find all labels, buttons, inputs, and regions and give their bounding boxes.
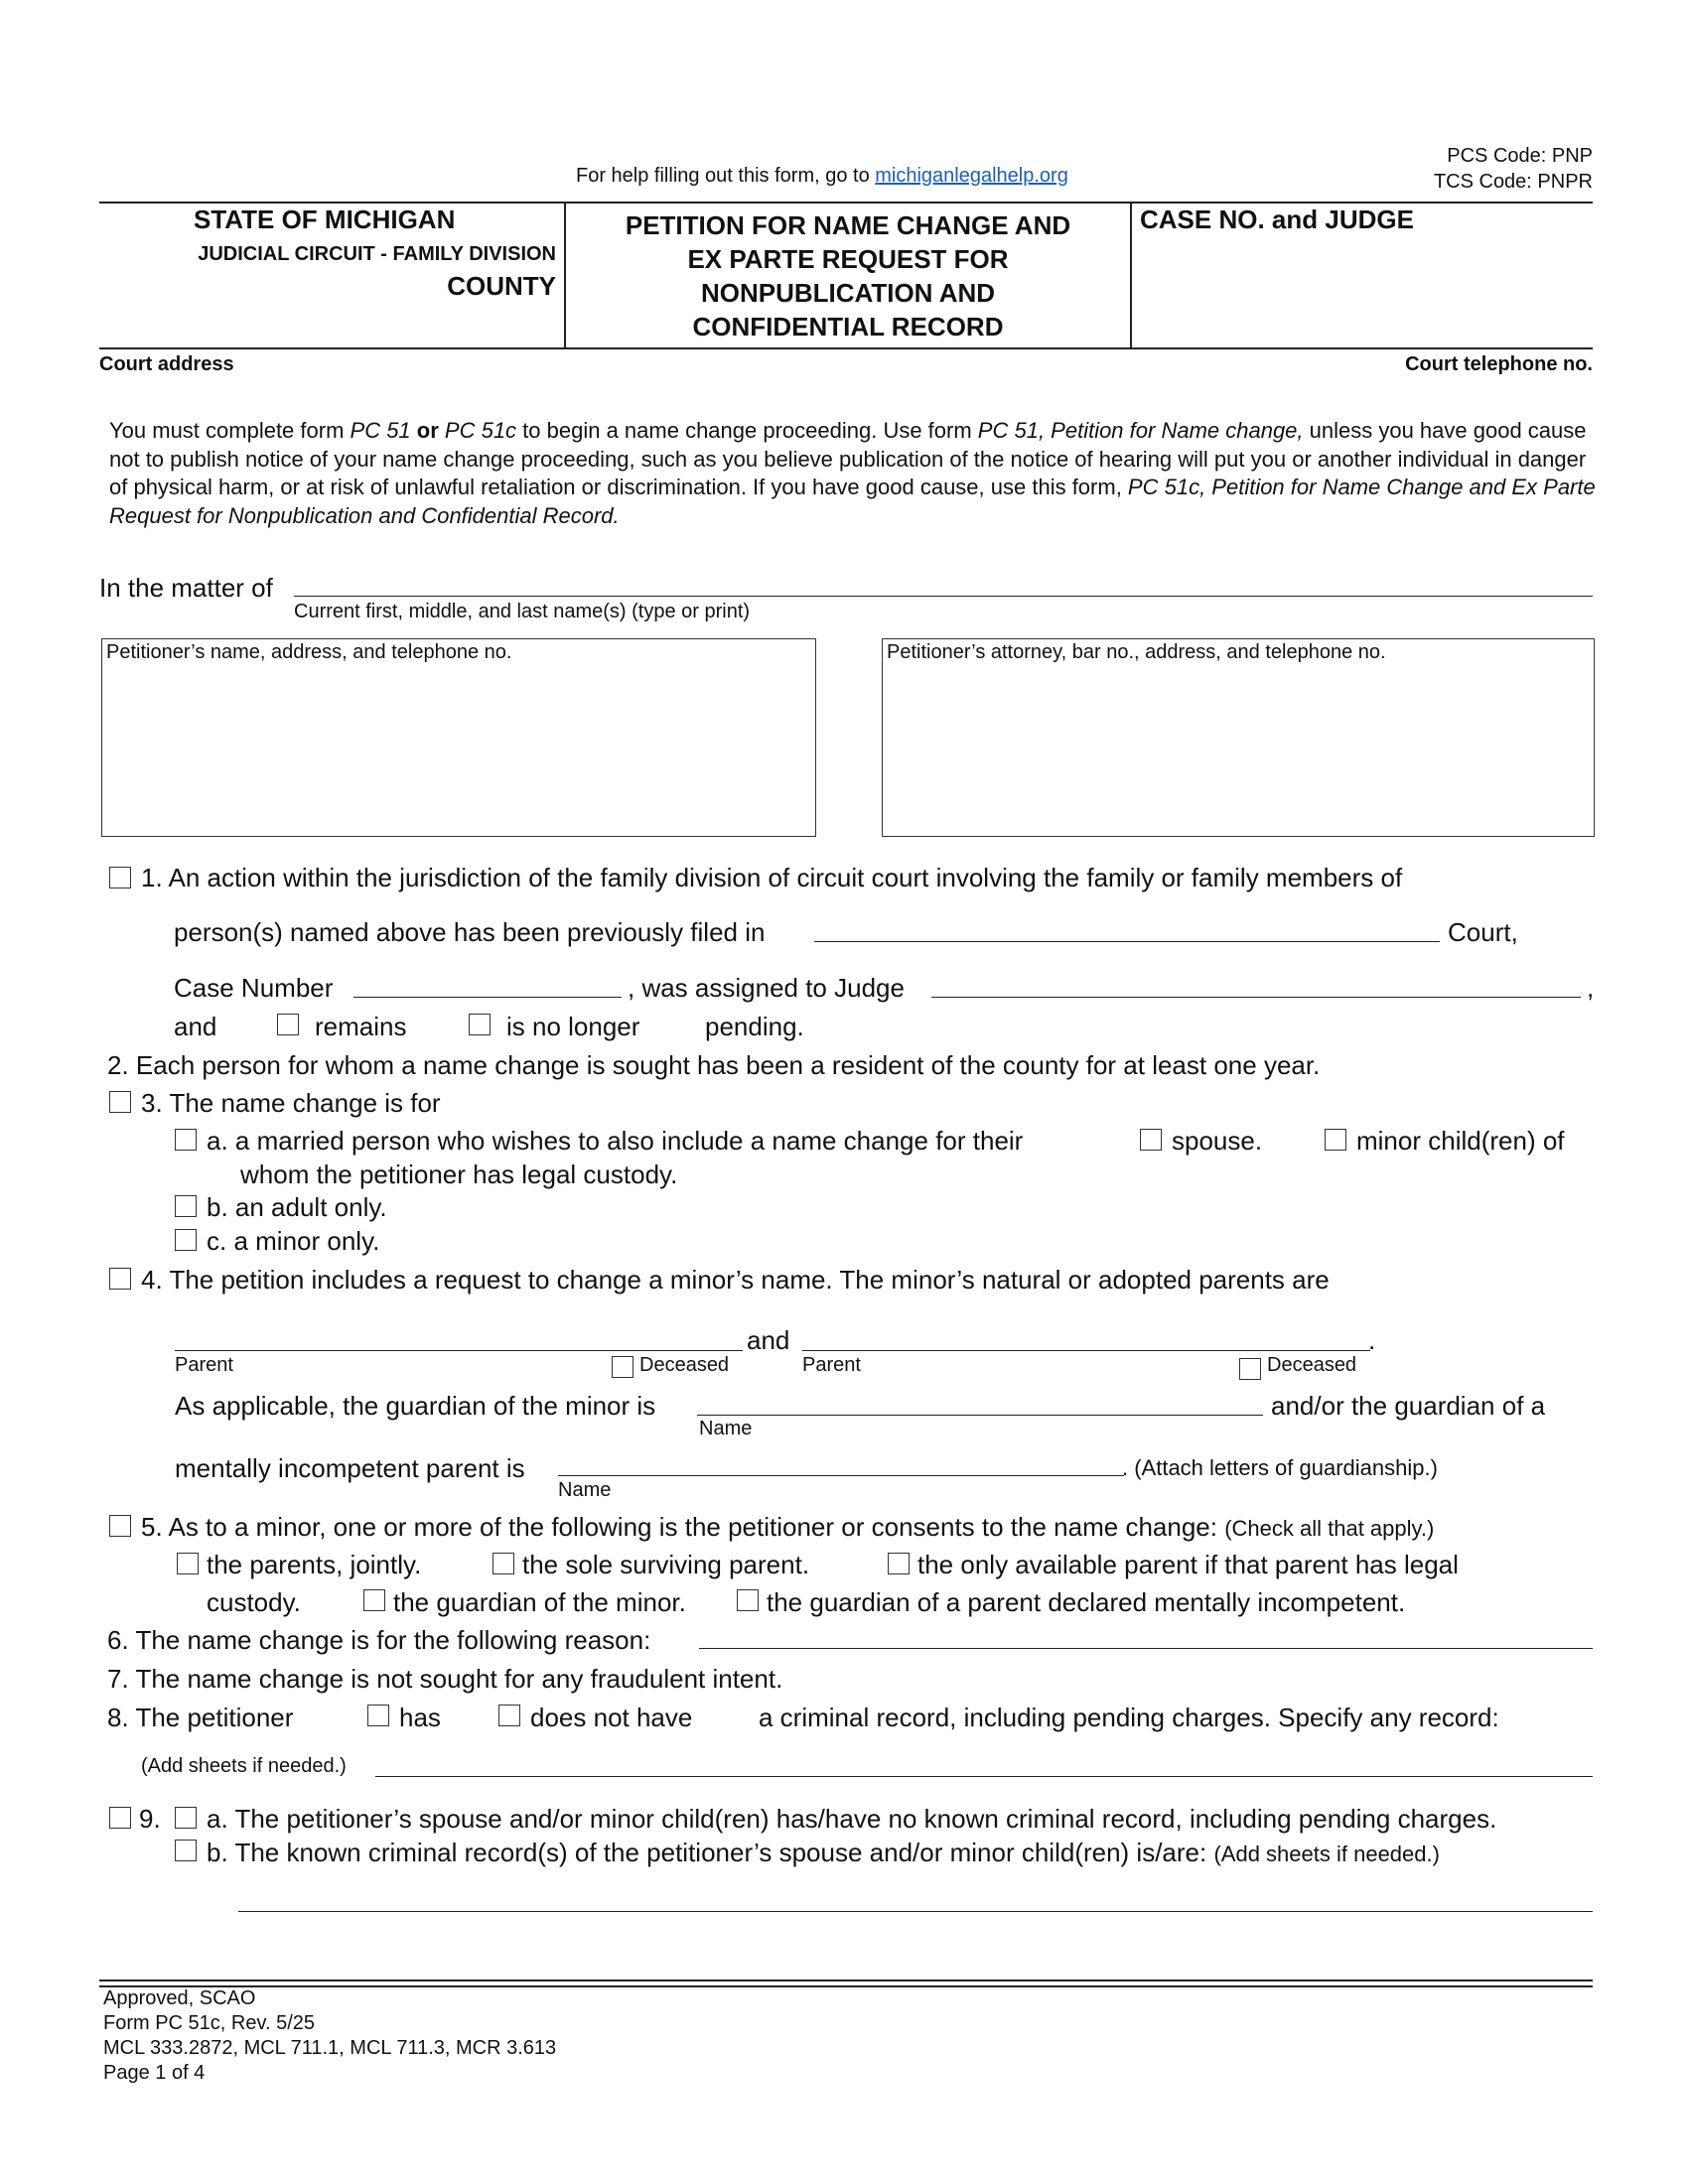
help-link[interactable]: michiganlegalhelp.org [875,165,1068,187]
incompetent-name-label: Name [558,1479,612,1501]
guardian-minor-name-label: Name [699,1418,753,1439]
item7-text: 7. The name change is not sought for any fraudulent intent. [107,1664,783,1694]
parent2-label: Parent [802,1354,861,1376]
footer-mcl: MCL 333.2872, MCL 711.1, MCL 711.3, MCR 3.613 [103,2037,557,2059]
item5c-continued: custody. [207,1587,301,1617]
court-telephone-label: Court telephone no. [1405,353,1593,375]
incompetent-parent-field[interactable] [558,1475,1124,1476]
petitioner-info-box[interactable] [101,638,816,837]
form-title-line1: PETITION FOR NAME CHANGE AND [625,210,1071,240]
item9a-checkbox[interactable] [175,1807,197,1829]
item5d-text: the guardian of the minor. [393,1587,686,1617]
item3c-checkbox[interactable] [175,1229,197,1251]
item1-remains-label: remains [315,1012,407,1041]
parent2-deceased-checkbox[interactable] [1239,1358,1261,1380]
item6-reason-field[interactable] [699,1648,1593,1649]
footer-rule-1 [99,1979,1593,1981]
item4-period: . [1368,1325,1376,1355]
item5-text: 5. As to a minor, one or more of the following is the petitioner or consents to the name change: (Check all that apply.) [141,1512,1435,1542]
item5e-checkbox[interactable] [737,1589,759,1611]
footer-rule-2 [99,1985,1593,1987]
form-title-line4: CONFIDENTIAL RECORD [692,312,1004,341]
item5e-text: the guardian of a parent declared mentally incompetent. [767,1587,1406,1617]
item1-case-label: Case Number [174,973,334,1003]
parent1-label: Parent [175,1354,233,1376]
item1-court-label: Court, [1448,917,1518,947]
matter-name-field[interactable] [294,596,1593,597]
item8-has-label: has [399,1703,441,1732]
item5a-checkbox[interactable] [177,1553,199,1574]
parent2-deceased-label: Deceased [1267,1354,1357,1376]
item5c-text: the only available parent if that parent has legal [917,1550,1459,1579]
item1-court-field[interactable] [814,941,1440,942]
item3b-checkbox[interactable] [175,1195,197,1217]
item3c-text: c. a minor only. [207,1226,380,1256]
item8-text: 8. The petitioner [107,1703,294,1732]
parent1-deceased-label: Deceased [639,1354,730,1376]
guardian-minor-field[interactable] [697,1415,1263,1416]
attach-letters-label: . (Attach letters of guardianship.) [1122,1455,1438,1480]
header-divider-2 [1130,202,1132,348]
item1-nolonger-checkbox[interactable] [469,1014,491,1035]
item4-text: 4. The petition includes a request to change a minor’s name. The minor’s natural or adopted parents are [141,1265,1330,1295]
item9b-record-field[interactable] [238,1911,1593,1912]
item3-text: 3. The name change is for [141,1088,441,1118]
item1-remains-checkbox[interactable] [277,1014,299,1035]
case-no-label: CASE NO. and JUDGE [1140,205,1414,234]
item1-and: and [174,1012,217,1041]
division-label: JUDICIAL CIRCUIT - FAMILY DIVISION [198,243,556,265]
item3a-minor-label: minor child(ren) of [1356,1126,1565,1156]
intro-paragraph: You must complete form PC 51 or PC 51c to begin a name change proceeding. Use form PC 51, Petition for Name change, unless you have good cause not to publish notice of your name change proceeding, such as you believe publication of the notice of hearing will put you or another individual in danger of physical harm, or at risk of unlawful retaliation or discrimination. If you have good cause, use this form, PC 51c, Petition for Name Change and Ex Parte Request for Nonpublication and Confidential Record. [109,418,1596,528]
state-name: STATE OF MICHIGAN [194,205,456,234]
item1-case-number-field[interactable] [353,997,622,998]
attorney-info-box[interactable] [882,638,1595,837]
item1-text: 1. An action within the jurisdiction of the family division of circuit court involving the family or family members of [141,863,1403,892]
matter-sublabel: Current first, middle, and last name(s) (type or print) [294,601,751,622]
item6-text: 6. The name change is for the following reason: [107,1625,651,1655]
item1-nolonger-label: is no longer [506,1012,640,1041]
item9-checkbox[interactable] [109,1807,131,1829]
help-text: For help filling out this form, go to michiganlegalhelp.org [576,165,1068,187]
item9-number: 9. [139,1804,161,1834]
item8-has-checkbox[interactable] [367,1705,389,1726]
form-title-line3: NONPUBLICATION AND [700,278,996,308]
item9a-text: a. The petitioner’s spouse and/or minor child(ren) has/have no known criminal record, including pending charges. [207,1804,1497,1834]
item5d-checkbox[interactable] [363,1589,385,1611]
item8-doesnot-checkbox[interactable] [498,1705,520,1726]
item1-assigned-label: , was assigned to Judge [628,973,905,1003]
header-top-rule [99,202,1593,204]
item5c-checkbox[interactable] [888,1553,910,1574]
guardian-parent-label: and/or the guardian of a [1271,1391,1546,1421]
item4-and: and [747,1325,790,1355]
item8-doesnot-label: does not have [530,1703,693,1732]
item3a-minor-checkbox[interactable] [1325,1129,1346,1151]
item8-rest: a criminal record, including pending charges. Specify any record: [759,1703,1499,1732]
item1-comma: , [1587,973,1595,1003]
item3a-spouse-label: spouse. [1172,1126,1263,1156]
item3a-continued: whom the petitioner has legal custody. [240,1160,678,1189]
item9b-text: b. The known criminal record(s) of the petitioner’s spouse and/or minor child(ren) is/are: (Add sheets if needed.) [207,1838,1440,1867]
item5-checkbox[interactable] [109,1515,131,1537]
court-address-label: Court address [99,353,234,375]
matter-label: In the matter of [99,573,273,603]
item1-checkbox[interactable] [109,867,131,888]
item3a-checkbox[interactable] [175,1129,197,1151]
petitioner-box-label: Petitioner’s name, address, and telephone no. [106,641,512,663]
footer-page-number: Page 1 of 4 [103,2062,206,2084]
attorney-box-label: Petitioner’s attorney, bar no., address, and telephone no. [887,641,1386,663]
parent1-deceased-checkbox[interactable] [612,1356,633,1378]
footer-approved: Approved, SCAO [103,1987,256,2009]
incompetent-parent-label: mentally incompetent parent is [175,1453,525,1483]
item2-text: 2. Each person for whom a name change is sought has been a resident of the county for at least one year. [107,1050,1321,1080]
item1-pending-label: pending. [705,1012,804,1041]
header-bottom-rule [99,347,1593,349]
item3b-text: b. an adult only. [207,1192,387,1222]
pcs-code: PCS Code: PNP [1447,145,1593,167]
footer-form-id: Form PC 51c, Rev. 5/25 [103,2012,316,2034]
item8-record-field[interactable] [375,1776,1593,1777]
guardian-minor-label: As applicable, the guardian of the minor is [175,1391,656,1421]
tcs-code: TCS Code: PNPR [1433,171,1593,193]
item3a-spouse-checkbox[interactable] [1140,1129,1162,1151]
county-label: COUNTY [447,271,556,301]
item5b-text: the sole surviving parent. [522,1550,810,1579]
parent1-field[interactable] [175,1350,743,1351]
item3-checkbox[interactable] [109,1091,131,1113]
parent2-field[interactable] [802,1350,1370,1351]
form-title-line2: EX PARTE REQUEST FOR [687,244,1009,274]
item1-filed-text: person(s) named above has been previously filed in [174,917,766,947]
item5b-checkbox[interactable] [492,1553,514,1574]
item9b-checkbox[interactable] [175,1840,197,1861]
item3a-text: a. a married person who wishes to also include a name change for their [207,1126,1024,1156]
item4-checkbox[interactable] [109,1268,131,1290]
item5a-text: the parents, jointly. [207,1550,422,1579]
item1-judge-field[interactable] [931,997,1581,998]
item8-sheets-label: (Add sheets if needed.) [141,1755,347,1777]
